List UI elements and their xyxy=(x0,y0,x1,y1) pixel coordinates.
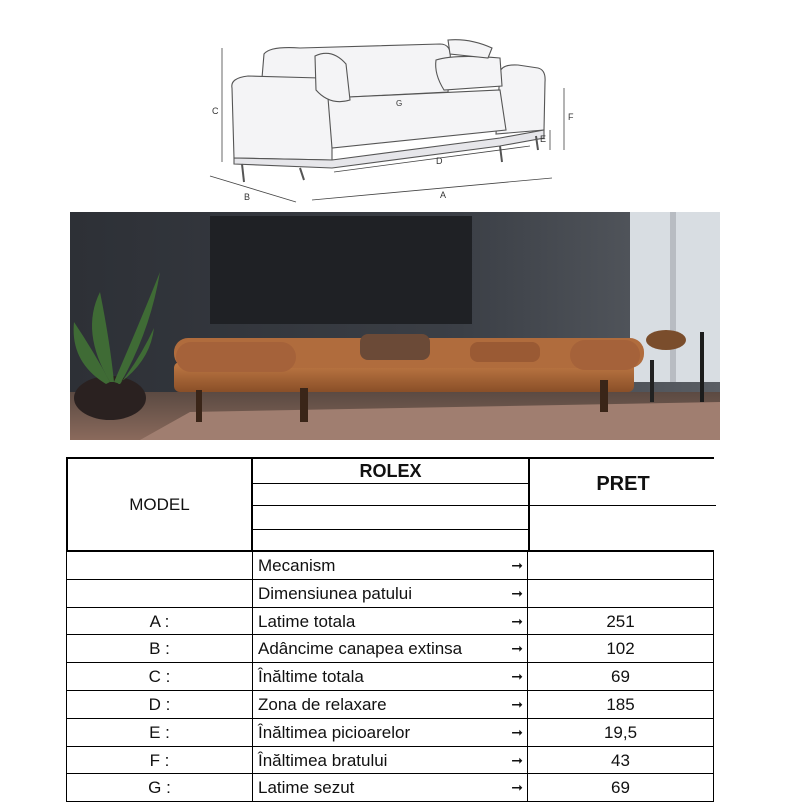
row-value: 102 xyxy=(528,635,714,662)
row-letter: D : xyxy=(66,691,253,718)
row-value: 69 xyxy=(528,663,714,690)
table-row xyxy=(66,580,714,608)
row-label: Înăltimea bratului xyxy=(258,750,388,770)
price-header-cell xyxy=(528,457,714,552)
row-letter: A : xyxy=(66,608,253,635)
row-label: Dimensiunea patului xyxy=(258,583,413,603)
dim-label-f: F xyxy=(568,112,574,122)
table-row xyxy=(66,635,714,663)
arrow-icon: ➞ xyxy=(511,612,523,629)
arrow-icon: ➞ xyxy=(511,779,523,796)
row-value xyxy=(528,580,714,607)
table-row xyxy=(66,608,714,636)
header-divider xyxy=(253,529,528,530)
row-label: Adâncime canapea extinsa xyxy=(258,639,463,659)
row-label-cell xyxy=(253,635,528,662)
row-letter: F : xyxy=(66,747,253,774)
table-row xyxy=(66,663,714,691)
dim-label-d: D xyxy=(436,156,443,166)
row-label-cell xyxy=(253,580,528,607)
table-header xyxy=(66,457,714,552)
row-label-cell xyxy=(253,552,528,579)
model-name: ROLEX xyxy=(359,461,422,481)
arrow-icon: ➞ xyxy=(511,751,523,768)
table-row xyxy=(66,774,714,802)
row-label: Latime sezut xyxy=(258,778,355,798)
table-body xyxy=(66,552,714,802)
table-row xyxy=(66,719,714,747)
model-label: MODEL xyxy=(129,494,190,514)
dim-label-c: C xyxy=(212,106,219,116)
model-label-cell xyxy=(66,457,253,552)
header-divider xyxy=(253,483,528,484)
sofa-photo-drawing xyxy=(70,212,720,440)
row-label: Înăltime totala xyxy=(258,667,364,687)
row-label-cell xyxy=(253,747,528,774)
row-letter: B : xyxy=(66,635,253,662)
dim-label-a: A xyxy=(440,190,447,200)
row-value: 185 xyxy=(528,691,714,718)
row-value: 43 xyxy=(528,747,714,774)
header-divider xyxy=(530,505,716,506)
row-label: Înăltimea picioarelor xyxy=(258,722,411,742)
row-value: 251 xyxy=(528,608,714,635)
sofa-dimension-sketch xyxy=(200,30,600,210)
arrow-icon: ➞ xyxy=(511,640,523,657)
arrow-icon: ➞ xyxy=(511,584,523,601)
arrow-icon: ➞ xyxy=(511,668,523,685)
sofa-sketch-drawing xyxy=(200,30,600,210)
row-letter: G : xyxy=(66,774,253,801)
table-row xyxy=(66,691,714,719)
row-label: Zona de relaxare xyxy=(258,694,387,714)
spec-table xyxy=(66,457,714,800)
row-letter xyxy=(66,580,253,607)
header-divider xyxy=(253,505,528,506)
row-label-cell xyxy=(253,608,528,635)
table-row xyxy=(66,552,714,580)
arrow-icon: ➞ xyxy=(511,695,523,712)
sofa-photo xyxy=(70,212,720,440)
row-letter: C : xyxy=(66,663,253,690)
row-label: Mecanism xyxy=(258,556,336,575)
row-letter: E : xyxy=(66,719,253,746)
row-value: 69 xyxy=(528,774,714,801)
arrow-icon: ➞ xyxy=(511,557,523,573)
arrow-icon: ➞ xyxy=(511,723,523,740)
row-label-cell xyxy=(253,774,528,801)
row-letter xyxy=(66,552,253,579)
row-label-cell xyxy=(253,691,528,718)
row-value: 19,5 xyxy=(528,719,714,746)
row-label-cell xyxy=(253,663,528,690)
row-value xyxy=(528,552,714,579)
table-row xyxy=(66,747,714,775)
row-label: Latime totala xyxy=(258,611,356,631)
row-label-cell xyxy=(253,719,528,746)
dim-label-g: G xyxy=(396,99,403,108)
dim-label-e: E xyxy=(540,134,547,144)
dim-label-b: B xyxy=(244,192,251,202)
price-label: PRET xyxy=(596,473,650,495)
model-name-cell xyxy=(253,457,528,552)
